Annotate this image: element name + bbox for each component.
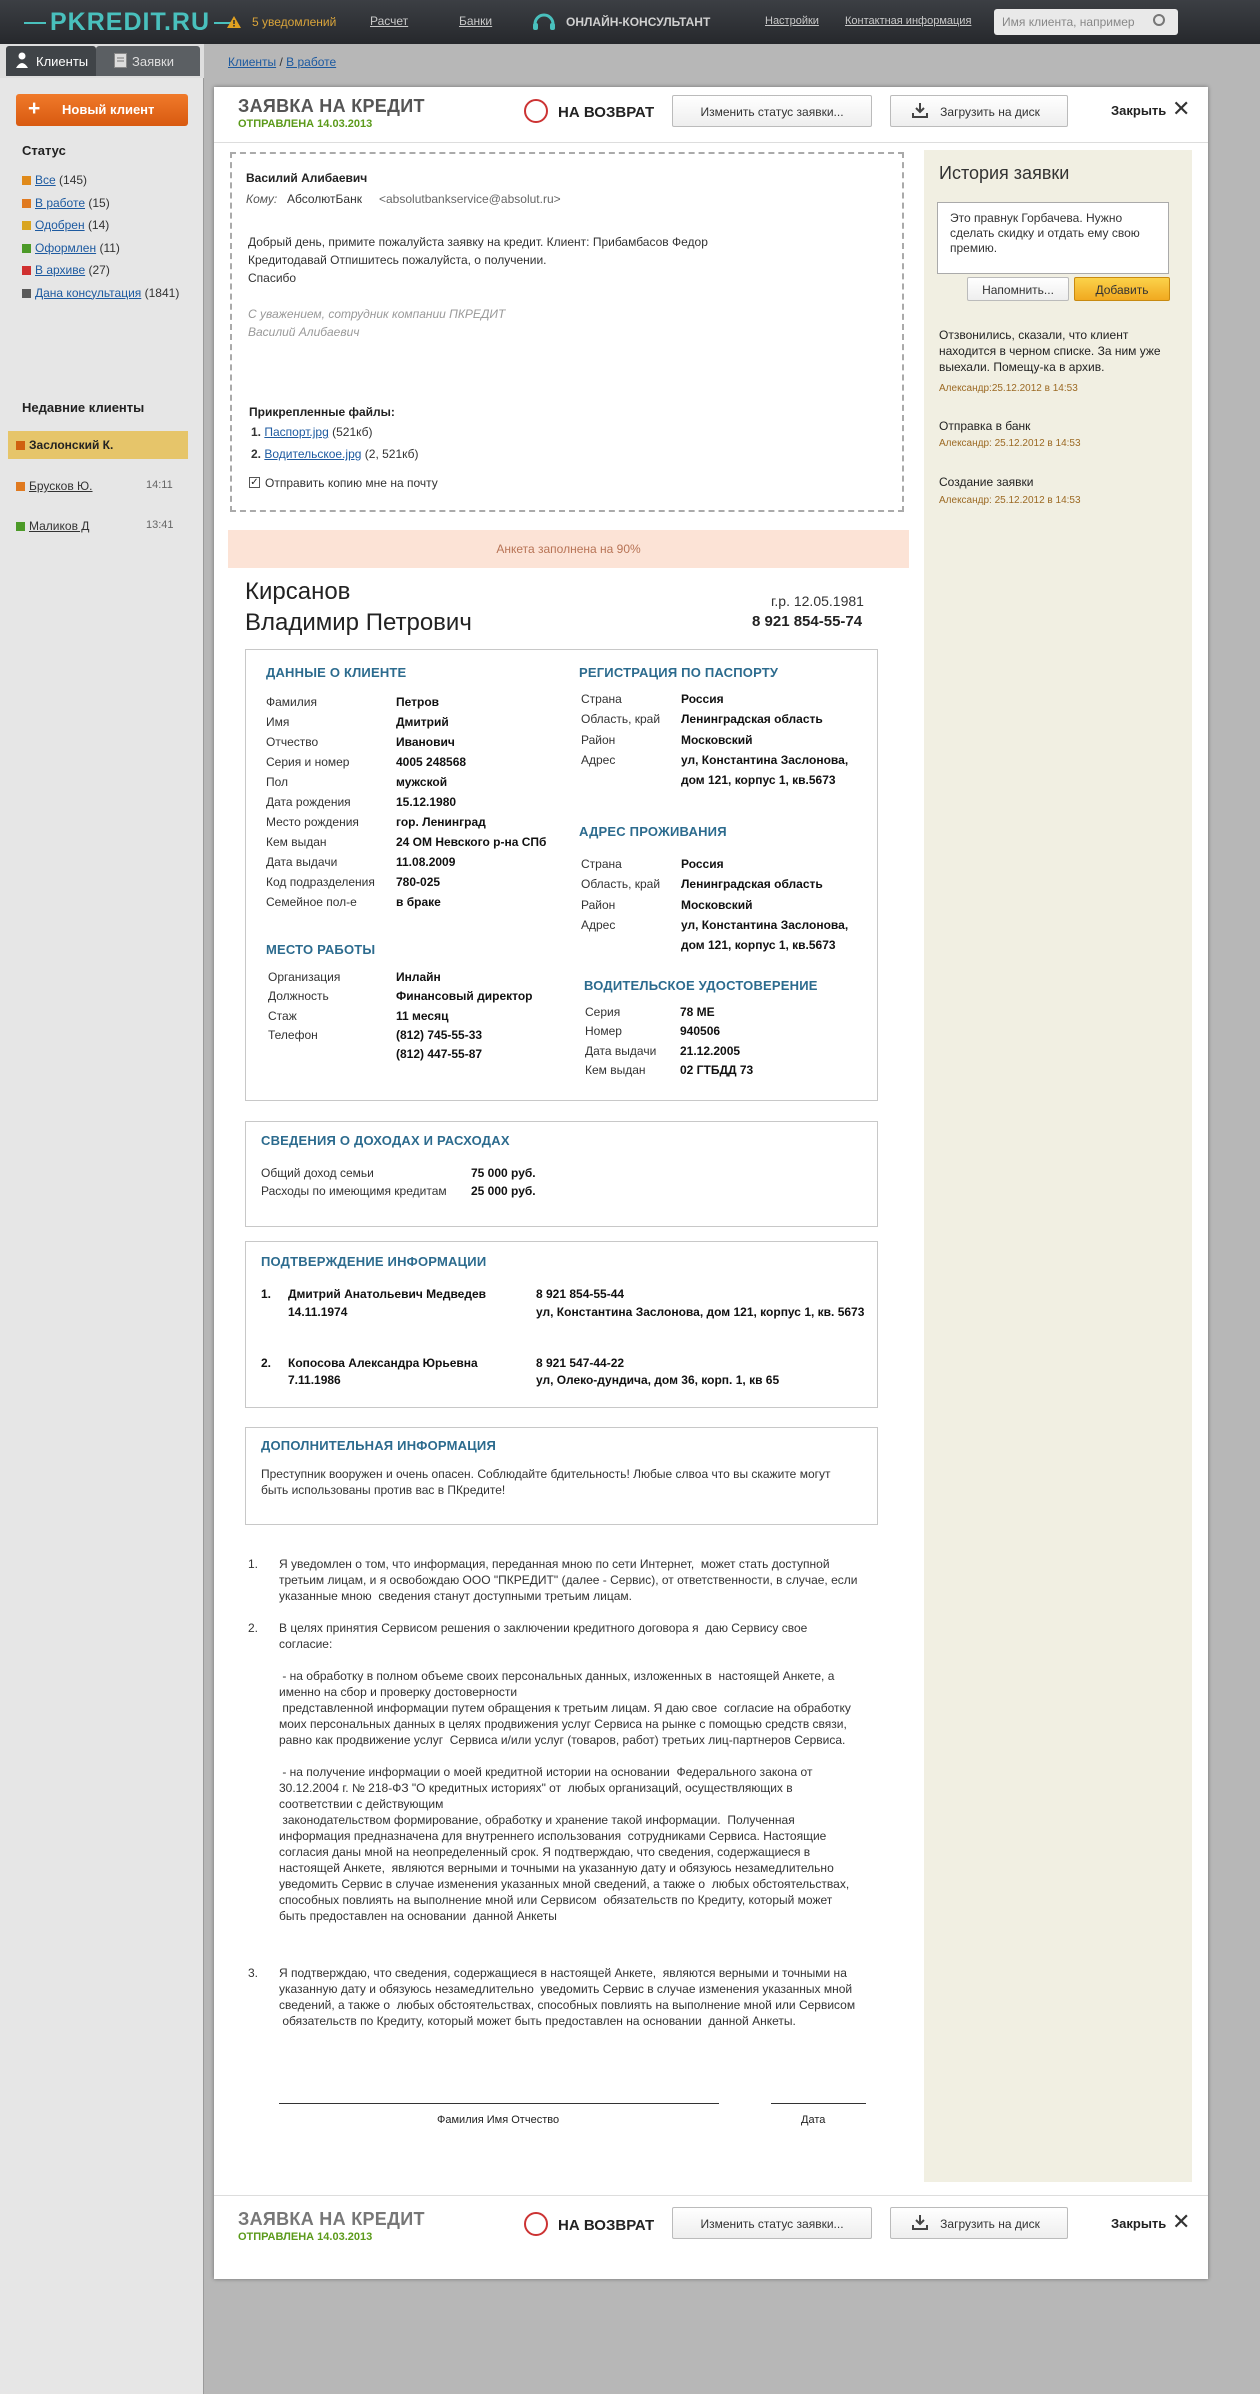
person-icon — [16, 52, 28, 68]
history-panel — [924, 150, 1192, 2182]
confirm-phone: 8 921 547-44-22 — [536, 1356, 625, 1370]
status-item[interactable] — [22, 241, 120, 255]
status-item[interactable] — [22, 218, 109, 232]
clause-text: настоящей Анкете, являются верными и точными на указанную дату и обязуюсь незамедлительно — [279, 1861, 834, 1875]
field-value: 24 ОМ Невского р-на СПб — [396, 835, 547, 849]
field-value: 25 000 руб. — [471, 1184, 536, 1198]
email-to-label: Кому: — [246, 192, 278, 206]
field-label: Пол — [266, 775, 289, 789]
field-label: Должность — [268, 989, 329, 1004]
status-count: (27) — [88, 263, 110, 277]
status-item[interactable] — [22, 286, 179, 300]
logo[interactable]: PKREDIT.RU — [20, 8, 240, 37]
field-label: Имя — [266, 715, 290, 729]
clause-text: информация предназначена для внутреннего использования сотрудниками Сервиса. Настоящие — [279, 1829, 827, 1843]
change-status-button[interactable]: Изменить статус заявки... — [672, 2207, 872, 2239]
change-status-button[interactable]: Изменить статус заявки... — [672, 95, 872, 127]
email-body-line: Добрый день, примите пожалуйста заявку на кредит. Клиент: Прибамбасов Федор — [248, 235, 708, 249]
client-color-icon — [16, 441, 25, 450]
recent-client-time: 13:41 — [146, 519, 174, 531]
email-to-bank: АбсолютБанк — [287, 192, 362, 206]
confirm-phone: 8 921 854-55-44 — [536, 1287, 625, 1301]
email-to-address: <absolutbankservice@absolut.ru> — [379, 192, 561, 206]
field-label: Дата выдачи — [585, 1043, 657, 1058]
field-label: Серия — [585, 1005, 621, 1019]
field-value: Дмитрий — [396, 715, 449, 729]
status-count: (14) — [87, 218, 110, 232]
divider — [214, 2195, 1208, 2196]
close-button[interactable]: Закрыть — [1111, 103, 1167, 118]
field-value: 11 месяц — [396, 1008, 449, 1023]
settings-link[interactable]: Настройки — [765, 15, 819, 27]
confirm-number: 1. — [261, 1287, 272, 1301]
field-label: Кем выдан — [266, 835, 327, 849]
return-button[interactable]: НА ВОЗВРАТ — [558, 2217, 655, 2234]
nav-banks-link[interactable]: Банки — [459, 14, 493, 28]
recent-client-item[interactable] — [16, 438, 113, 452]
field-value: Россия — [681, 692, 724, 706]
clause-text: обязательств по Кредиту, который может быть предоставлен на основании данной Анкеты. — [279, 2014, 796, 2028]
clause-text: согласия даны мной на неопределенный срок. Я подтверждаю, что сведения, содержащиеся в — [279, 1845, 811, 1859]
notifications-link[interactable]: 5 уведомлений — [252, 15, 337, 29]
client-birth: г.р. 12.05.1981 — [771, 593, 864, 609]
close-icon[interactable]: ✕ — [1172, 96, 1191, 121]
recent-client-name: Заслонский К. — [29, 438, 114, 452]
field-value: Ленинградская область — [681, 877, 823, 892]
attachment-link[interactable]: Паспорт.jpg — [264, 425, 329, 439]
email-body-line: Спасибо — [248, 271, 297, 285]
email-signature: Василий Алибаевич — [248, 325, 360, 339]
status-link[interactable]: Оформлен — [35, 240, 97, 255]
status-link[interactable]: Дана консультация — [35, 285, 142, 300]
field-label: Телефон — [268, 1027, 318, 1042]
contacts-link[interactable]: Контактная информация — [845, 15, 972, 27]
recent-title: Недавние клиенты — [22, 400, 145, 415]
section-title: МЕСТО РАБОТЫ — [266, 942, 376, 957]
field-label: Стаж — [268, 1008, 297, 1023]
search-input[interactable]: Имя клиента, например — [994, 9, 1178, 35]
status-color-icon — [22, 244, 31, 253]
breadcrumb-clients[interactable]: Клиенты — [228, 55, 277, 69]
date-label: Дата — [801, 2114, 826, 2126]
page-title: ЗАЯВКА НА КРЕДИТ — [238, 2209, 425, 2229]
confirm-name: Дмитрий Анатольевич Медведев — [288, 1287, 487, 1301]
field-value: гор. Ленинград — [396, 815, 486, 829]
sent-status: ОТПРАВЛЕНА 14.03.2013 — [238, 2231, 373, 2243]
extra-text: Преступник вооружен и очень опасен. Соблюдайте бдительность! Любые слвоа что вы скажите могут — [261, 1467, 831, 1481]
clause-text: третьим лицам, и я освобождаю ООО "ПКРЕДИТ" (далее - Сервис), от ответственности, в случае, если — [279, 1573, 858, 1587]
status-link[interactable]: Все — [35, 173, 56, 187]
field-value: ул, Константина Заслонова, — [681, 917, 849, 932]
field-value: Московский — [681, 732, 753, 747]
close-icon[interactable]: ✕ — [1172, 2209, 1191, 2234]
field-value: Финансовый директор — [396, 989, 533, 1004]
online-consultant-link[interactable]: ОНЛАЙН-КОНСУЛЬТАНТ — [566, 15, 711, 29]
attachment-link[interactable]: Водительское.jpg — [264, 447, 362, 461]
field-label: Организация — [268, 970, 341, 984]
field-label: Кем выдан — [585, 1062, 646, 1077]
new-client-button[interactable]: Новый клиент — [16, 94, 188, 126]
field-value: 75 000 руб. — [471, 1166, 536, 1180]
recent-client-item[interactable] — [16, 519, 174, 533]
field-value: мужской — [396, 775, 448, 789]
field-value: 02 ГТБДД 73 — [680, 1062, 754, 1077]
status-color-icon — [22, 221, 31, 230]
breadcrumb: Клиенты / В работе — [228, 55, 337, 69]
page-title: ЗАЯВКА НА КРЕДИТ — [238, 96, 425, 116]
field-value: 780-025 — [396, 875, 441, 889]
clause-text: - на получение информации о моей кредитной истории на основании Федерального закона от — [279, 1765, 813, 1779]
section-title: ДОПОЛНИТЕЛЬНАЯ ИНФОРМАЦИЯ — [261, 1438, 497, 1453]
clause-number: 1. — [248, 1557, 259, 1571]
clause-text: Я подтверждаю, что сведения, содержащиеся в настоящей Анкете, являются верными и точными на — [279, 1966, 847, 1980]
return-icon — [524, 99, 548, 123]
status-color-icon — [22, 289, 31, 298]
recent-client-item[interactable] — [16, 479, 173, 493]
status-item[interactable] — [22, 263, 110, 277]
field-value: дом 121, корпус 1, кв.5673 — [681, 938, 836, 952]
field-label: Расходы по имеющимя кредитам — [261, 1184, 447, 1198]
confirm-date: 7.11.1986 — [288, 1373, 341, 1387]
download-button[interactable]: Загрузить на диск — [890, 2207, 1068, 2239]
copy-checkbox[interactable]: ✓ — [250, 477, 259, 488]
divider — [214, 142, 1208, 143]
sidebar — [0, 44, 204, 2394]
search-icon[interactable] — [1153, 14, 1165, 26]
field-label: Адрес — [581, 752, 616, 767]
history-item-date: Александр:25.12.2012 в 14:53 — [939, 383, 1078, 394]
field-label: Область, край — [581, 877, 661, 892]
attachment-item: 2. Водительское.jpg (2, 521кб) — [251, 447, 419, 461]
field-label: Область, край — [581, 712, 661, 727]
add-button[interactable]: Добавить — [1074, 277, 1170, 301]
field-label: Страна — [581, 692, 622, 706]
history-item-text: Отзвонились, сказали, что клиент находится в черном списке. За ним уже выехали. Помещу-ка в архив. — [939, 328, 1161, 374]
field-value: 940506 — [680, 1024, 721, 1039]
clause-number: 2. — [248, 1621, 259, 1635]
field-value: 15.12.1980 — [396, 795, 457, 809]
field-value: Московский — [681, 897, 753, 912]
recent-client-name: Маликов Д — [29, 519, 90, 533]
section-title: РЕГИСТРАЦИЯ ПО ПАСПОРТУ — [579, 665, 779, 680]
field-value: Петров — [396, 695, 440, 709]
field-label: Фамилия — [266, 695, 317, 709]
clause-text: В целях принятия Сервисом решения о заключении кредитного договора я даю Сервису свое — [279, 1621, 808, 1635]
clause-text: способных повлиять на выполнение мной или Сервисом обязательств по Кредиту, который может — [279, 1893, 833, 1907]
status-link[interactable]: В архиве — [35, 263, 86, 277]
clause-text: моих персональных данных в целях продвижения услуг Сервиса на рынке с помощью средств связи, — [279, 1717, 847, 1731]
field-label: Дата рождения — [266, 795, 351, 809]
date-line — [771, 2103, 866, 2104]
field-label: Семейное пол-е — [266, 895, 357, 909]
status-color-icon — [22, 199, 31, 208]
status-item[interactable] — [22, 173, 87, 187]
field-label: Код подразделения — [266, 875, 375, 889]
section-title: ВОДИТЕЛЬСКОЕ УДОСТОВЕРЕНИЕ — [584, 978, 818, 993]
email-from: Василий Алибаевич — [246, 171, 368, 185]
tab-clients[interactable]: Клиенты — [6, 46, 96, 76]
recent-client-name: Брусков Ю. — [29, 479, 93, 493]
status-item[interactable] — [22, 196, 110, 210]
status-count: (15) — [88, 195, 110, 210]
clause-text: 30.12.2004 г. № 218-ФЗ "О кредитных историях" от любых организаций, осуществляющих в — [279, 1781, 793, 1795]
field-label: Серия и номер — [266, 755, 350, 769]
completion-banner: Анкета заполнена на 90% — [228, 530, 909, 568]
field-label: Дата выдачи — [266, 855, 338, 869]
download-icon — [912, 102, 928, 118]
field-value: в браке — [396, 895, 441, 909]
clause-text: сведений, а также о любых обстоятельствах, способных повлиять на выполнение мной или Сервисом — [279, 1998, 856, 2012]
clause-text: согласие: — [279, 1637, 333, 1651]
close-button[interactable]: Закрыть — [1111, 2216, 1167, 2231]
extra-text: быть использованы против вас в ПКредите! — [261, 1483, 506, 1497]
status-count: (11) — [99, 240, 120, 255]
clause-text: - на обработку в полном объеме своих персональных данных, изложенных в настоящей Анкете, а — [279, 1669, 835, 1683]
field-value: ул, Константина Заслонова, — [681, 752, 849, 767]
clause-text: быть предоставлен на основании данной Анкеты — [279, 1909, 557, 1923]
clause-text: именно на сбор и проверку достоверности — [279, 1685, 518, 1699]
return-icon — [524, 2212, 548, 2236]
attachment-item: 1. Паспорт.jpg (521кб) — [251, 425, 373, 439]
clause-text: уведомить Сервис в случае изменения указанных мной сведений, а также о любых обстоятельствах, — [279, 1877, 850, 1891]
client-color-icon — [16, 482, 25, 491]
email-body-line: Кредитодавай Отпишитесь пожалуйста, о получении. — [248, 253, 547, 267]
confirm-date: 14.11.1974 — [288, 1305, 348, 1319]
field-label: Район — [581, 732, 616, 747]
field-label: Адрес — [581, 917, 616, 932]
warning-icon — [226, 15, 242, 29]
client-surname: Кирсанов — [245, 578, 351, 605]
field-value: 11.08.2009 — [396, 855, 456, 869]
status-link[interactable]: Одобрен — [35, 218, 85, 232]
remind-button[interactable]: Напомнить... — [967, 277, 1069, 301]
download-button[interactable]: Загрузить на диск — [890, 95, 1068, 127]
field-label: Район — [581, 897, 616, 912]
breadcrumb-in-work[interactable]: В работе — [286, 55, 337, 69]
confirm-number: 2. — [261, 1356, 272, 1370]
field-label: Общий доход семьи — [261, 1166, 374, 1180]
section-title: ПОДТВЕРЖДЕНИЕ ИНФОРМАЦИИ — [261, 1254, 487, 1269]
field-value: дом 121, корпус 1, кв.5673 — [681, 773, 836, 787]
history-item-text: Создание заявки — [939, 475, 1034, 489]
field-label: Отчество — [266, 735, 319, 749]
field-value: 4005 248568 — [396, 755, 467, 769]
field-value: (812) 447-55-87 — [396, 1047, 483, 1061]
copy-label: Отправить копию мне на почту — [265, 476, 438, 490]
history-item-text: Отправка в банк — [939, 419, 1031, 433]
history-item-date: Александр: 25.12.2012 в 14:53 — [939, 438, 1081, 449]
field-value: Иванович — [396, 735, 455, 749]
field-value: 78 МЕ — [680, 1005, 715, 1019]
status-title: Статус — [22, 143, 66, 158]
history-item-date: Александр: 25.12.2012 в 14:53 — [939, 495, 1081, 506]
confirm-address: ул, Константина Заслонова, дом 121, корпус 1, кв. 5673 — [536, 1305, 865, 1319]
client-color-icon — [16, 522, 25, 531]
document-icon — [114, 53, 127, 68]
clause-text: Я уведомлен о том, что информация, переданная мною по сети Интернет, может стать доступной — [279, 1557, 830, 1571]
signature-line — [279, 2103, 719, 2104]
clause-text: законодательством формирование, обработку и хранение такой информации. Полученная — [279, 1813, 795, 1827]
field-value: (812) 745-55-33 — [396, 1027, 483, 1042]
signature-label: Фамилия Имя Отчество — [437, 2114, 560, 2126]
field-value: Инлайн — [396, 970, 441, 984]
clause-text: указанную дату и обязуюсь незамедлительно уведомить Сервис в случае изменения указанных мной — [279, 1982, 853, 1996]
field-value: Россия — [681, 857, 724, 871]
clause-text: представленной информации путем обращения к третьим лицам. Я даю свое согласие на обработку — [279, 1701, 851, 1715]
recent-client-time: 14:11 — [146, 479, 173, 491]
nav-calc-link[interactable]: Расчет — [370, 14, 409, 28]
field-value: 21.12.2005 — [680, 1043, 741, 1058]
field-value: Ленинградская область — [681, 712, 823, 727]
status-link[interactable]: В работе — [35, 195, 86, 210]
plus-icon: + — [28, 97, 41, 120]
attachments-title: Прикрепленные файлы: — [249, 405, 395, 419]
email-signature: С уважением, сотрудник компании ПКРЕДИТ — [248, 307, 506, 321]
download-icon — [912, 2214, 928, 2230]
headset-icon — [532, 12, 556, 32]
clause-text: соответствии с действующим — [279, 1797, 444, 1811]
section-title: ДАННЫЕ О КЛИЕНТЕ — [266, 665, 407, 680]
clause-text: равно как продвижение услуг Сервиса и/или услуг (товаров, работ) третьих лиц-партнеров Сервиса. — [279, 1733, 846, 1747]
status-count: (1841) — [144, 285, 180, 300]
section-title: АДРЕС ПРОЖИВАНИЯ — [579, 824, 727, 839]
clause-number: 3. — [248, 1966, 259, 1980]
status-count: (145) — [59, 173, 88, 187]
tab-applications[interactable]: Заявки — [96, 46, 200, 76]
confirm-address: ул, Олеко-дундича, дом 36, корп. 1, кв 65 — [536, 1373, 780, 1387]
history-note-input[interactable]: Это правнук Горбачева. Нужно сделать скидку и отдать ему свою премию. — [937, 202, 1169, 274]
field-label: Страна — [581, 857, 622, 871]
confirm-name: Копосова Александра Юрьевна — [288, 1356, 478, 1370]
client-phone: 8 921 854-55-74 — [752, 613, 863, 630]
return-button[interactable]: НА ВОЗВРАТ — [558, 104, 655, 121]
history-title: История заявки — [939, 163, 1070, 183]
clause-text: указанные мною сведения станут доступными третьим лицам. — [279, 1589, 632, 1603]
field-label: Номер — [585, 1024, 622, 1039]
client-name: Владимир Петрович — [245, 609, 472, 636]
status-color-icon — [22, 266, 31, 275]
field-label: Место рождения — [266, 815, 359, 829]
status-color-icon — [22, 176, 31, 185]
section-title: СВЕДЕНИЯ О ДОХОДАХ И РАСХОДАХ — [261, 1133, 510, 1148]
sent-status: ОТПРАВЛЕНА 14.03.2013 — [238, 118, 373, 130]
